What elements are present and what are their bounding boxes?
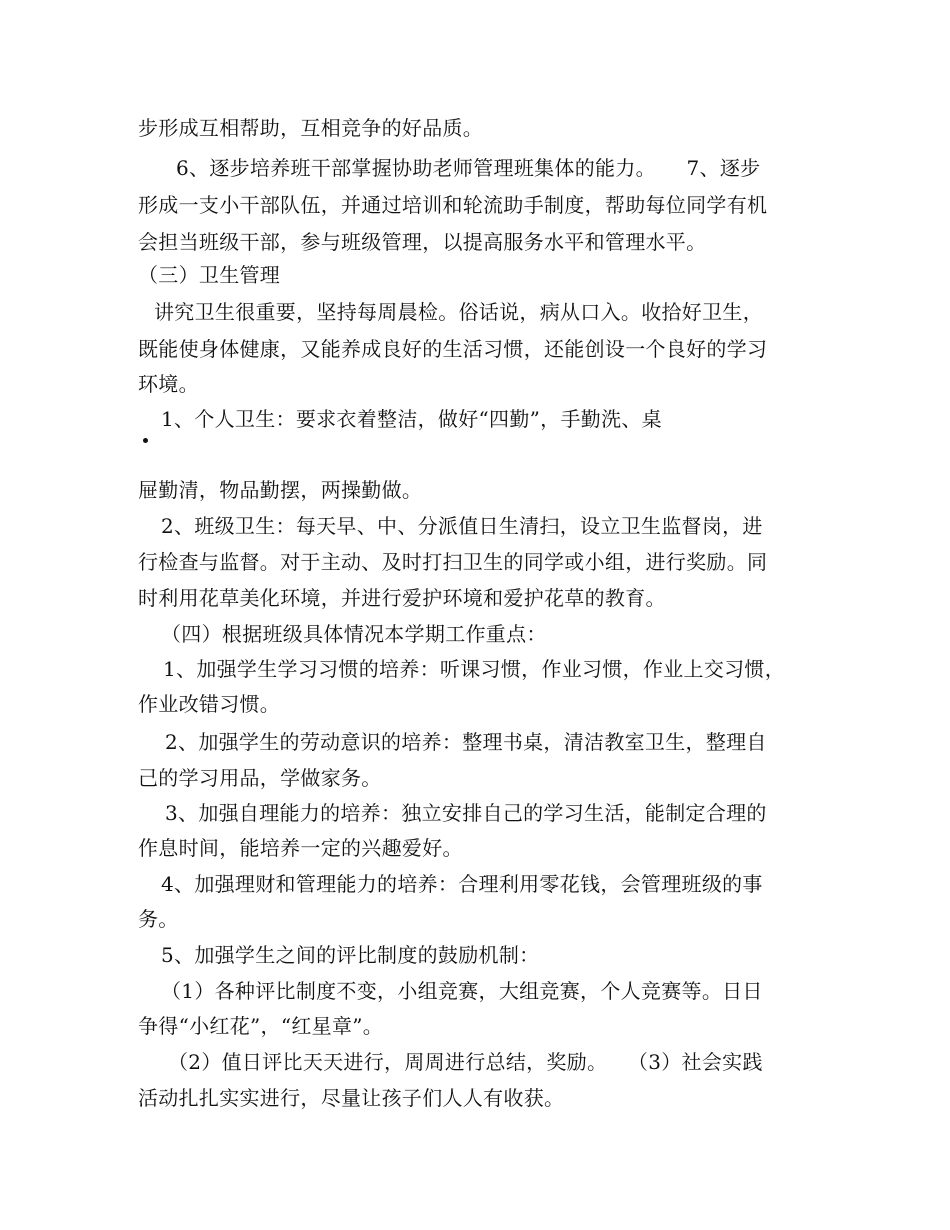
text-line: （2）值日评比天天进行，周周进行总结，奖励。 （3）社会实践	[168, 1050, 763, 1074]
text-line: 讲究卫生很重要，坚持每周晨检。俗话说，病从口入。收拾好卫生，	[154, 300, 763, 324]
text-line: 1、个人卫生：要求衣着整洁，做好“四勤”，手勤洗、桌	[161, 407, 662, 431]
text-line: 活动扎扎实实进行，尽量让孩子们人人有收获。	[138, 1086, 565, 1110]
bullet-dot	[143, 438, 148, 443]
text-line: 作息时间，能培养一定的兴趣爱好。	[138, 836, 463, 860]
text-line: 争得“小红花”，“红星章”。	[138, 1014, 384, 1038]
text-line: 5、加强学生之间的评比制度的鼓励机制：	[161, 943, 540, 967]
text-line: 3、加强自理能力的培养：独立安排自己的学习生活，能制定合理的	[165, 801, 767, 825]
text-line: 行检查与监督。对于主动、及时打扫卫生的同学或小组，进行奖励。同	[138, 550, 768, 574]
text-line: 步形成互相帮助，互相竞争的好品质。	[138, 116, 484, 140]
text-line: 时利用花草美化环境，并进行爱护环境和爱护花草的教育。	[138, 586, 666, 610]
text-line: 环境。	[138, 372, 199, 396]
text-line: 既能使身体健康，又能养成良好的生活习惯，还能创设一个良好的学习	[138, 337, 768, 361]
text-line: 屉勤清，物品勤摆，两操勤做。	[138, 478, 423, 502]
text-line: 作业改错习惯。	[138, 692, 281, 716]
text-line: 6、逐步培养班干部掌握协助老师管理班集体的能力。 7、逐步	[176, 156, 761, 180]
section-heading: （四）根据班级具体情况本学期工作重点：	[161, 622, 547, 646]
text-line: 务。	[138, 907, 179, 931]
text-line: 会担当班级干部，参与班级管理，以提高服务水平和管理水平。	[138, 230, 707, 254]
text-line: 2、加强学生的劳动意识的培养：整理书桌，清洁教室卫生，整理自	[165, 730, 767, 754]
text-line: 2、班级卫生：每天早、中、分派值日生清扫，设立卫生监督岗，进	[161, 514, 763, 538]
section-heading: （三）卫生管理	[138, 263, 281, 287]
text-line: （1）各种评比制度不变，小组竞赛，大组竞赛，个人竞赛等。日日	[161, 979, 763, 1003]
text-line: 己的学习用品，学做家务。	[138, 766, 382, 790]
text-line: 4、加强理财和管理能力的培养：合理利用零花钱，会管理班级的事	[161, 872, 763, 896]
text-line: 1、加强学生学习习惯的培养：听课习惯，作业习惯，作业上交习惯，	[163, 657, 786, 681]
text-line: 形成一支小干部队伍，并通过培训和轮流助手制度，帮助每位同学有机	[138, 193, 768, 217]
